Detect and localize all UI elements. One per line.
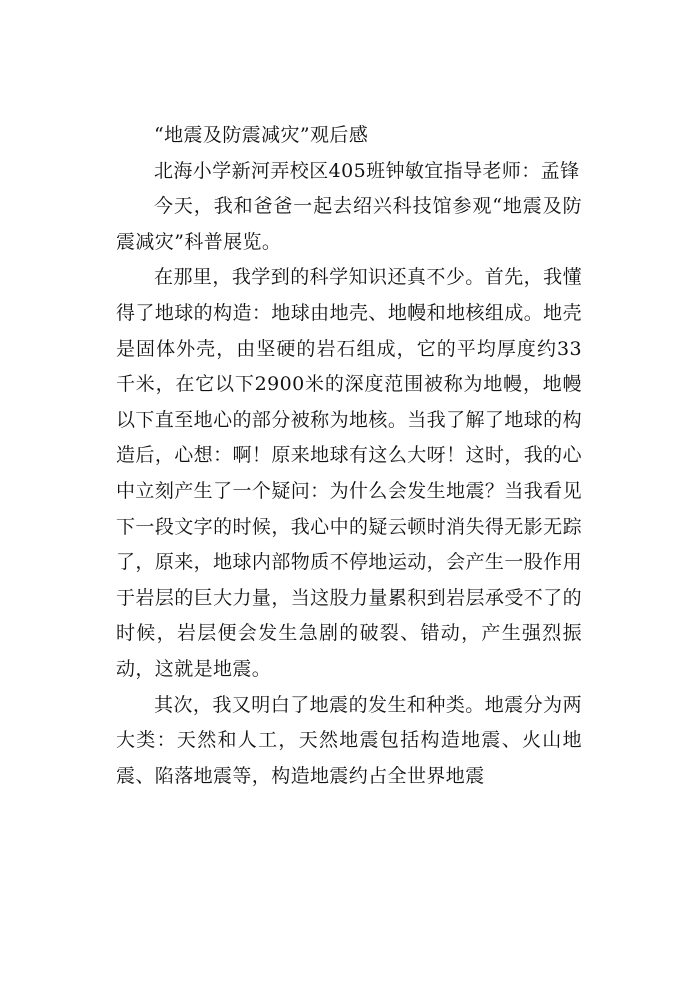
paragraph-1: 今天，我和爸爸一起去绍兴科技馆参观“地震及防震减灾”科普展览。 xyxy=(116,195,582,253)
document-byline: 北海小学新河弄校区405班钟敏宜指导老师：孟锋 xyxy=(154,159,580,182)
document-body xyxy=(116,118,582,794)
document-title: “地震及防震减灾”观后感 xyxy=(154,124,369,146)
paragraph-2: 在那里，我学到的科学知识还真不少。首先，我懂得了地球的构造：地球由地壳、地幔和地核组成。地壳是固体外壳，由坚硬的岩石组成，它的平均厚度约33千米，在它以下2900米的深度范围被称为地幔，地幔以下直至地心的部分被称为地核。当我了解了地球的构造后，心想：啊！原来地球有这么大呀！这时，我的心中立刻产生了一个疑问：为什么会发生地震？当我看见下一段文字的时候，我心中的疑云顿时消失得无影无踪了，原来，地球内部物质不停地运动，会产生一股作用于岩层的巨大力量，当这股力量累积到岩层承受不了的时候，岩层便会发生急剧的破裂、错动，产生强烈振动，这就是地震。 xyxy=(116,266,582,680)
paragraph-3: 其次，我又明白了地震的发生和种类。地震分为两大类：天然和人工，天然地震包括构造地震、火山地震、陷落地震等，构造地震约占全世界地震 xyxy=(116,693,582,787)
